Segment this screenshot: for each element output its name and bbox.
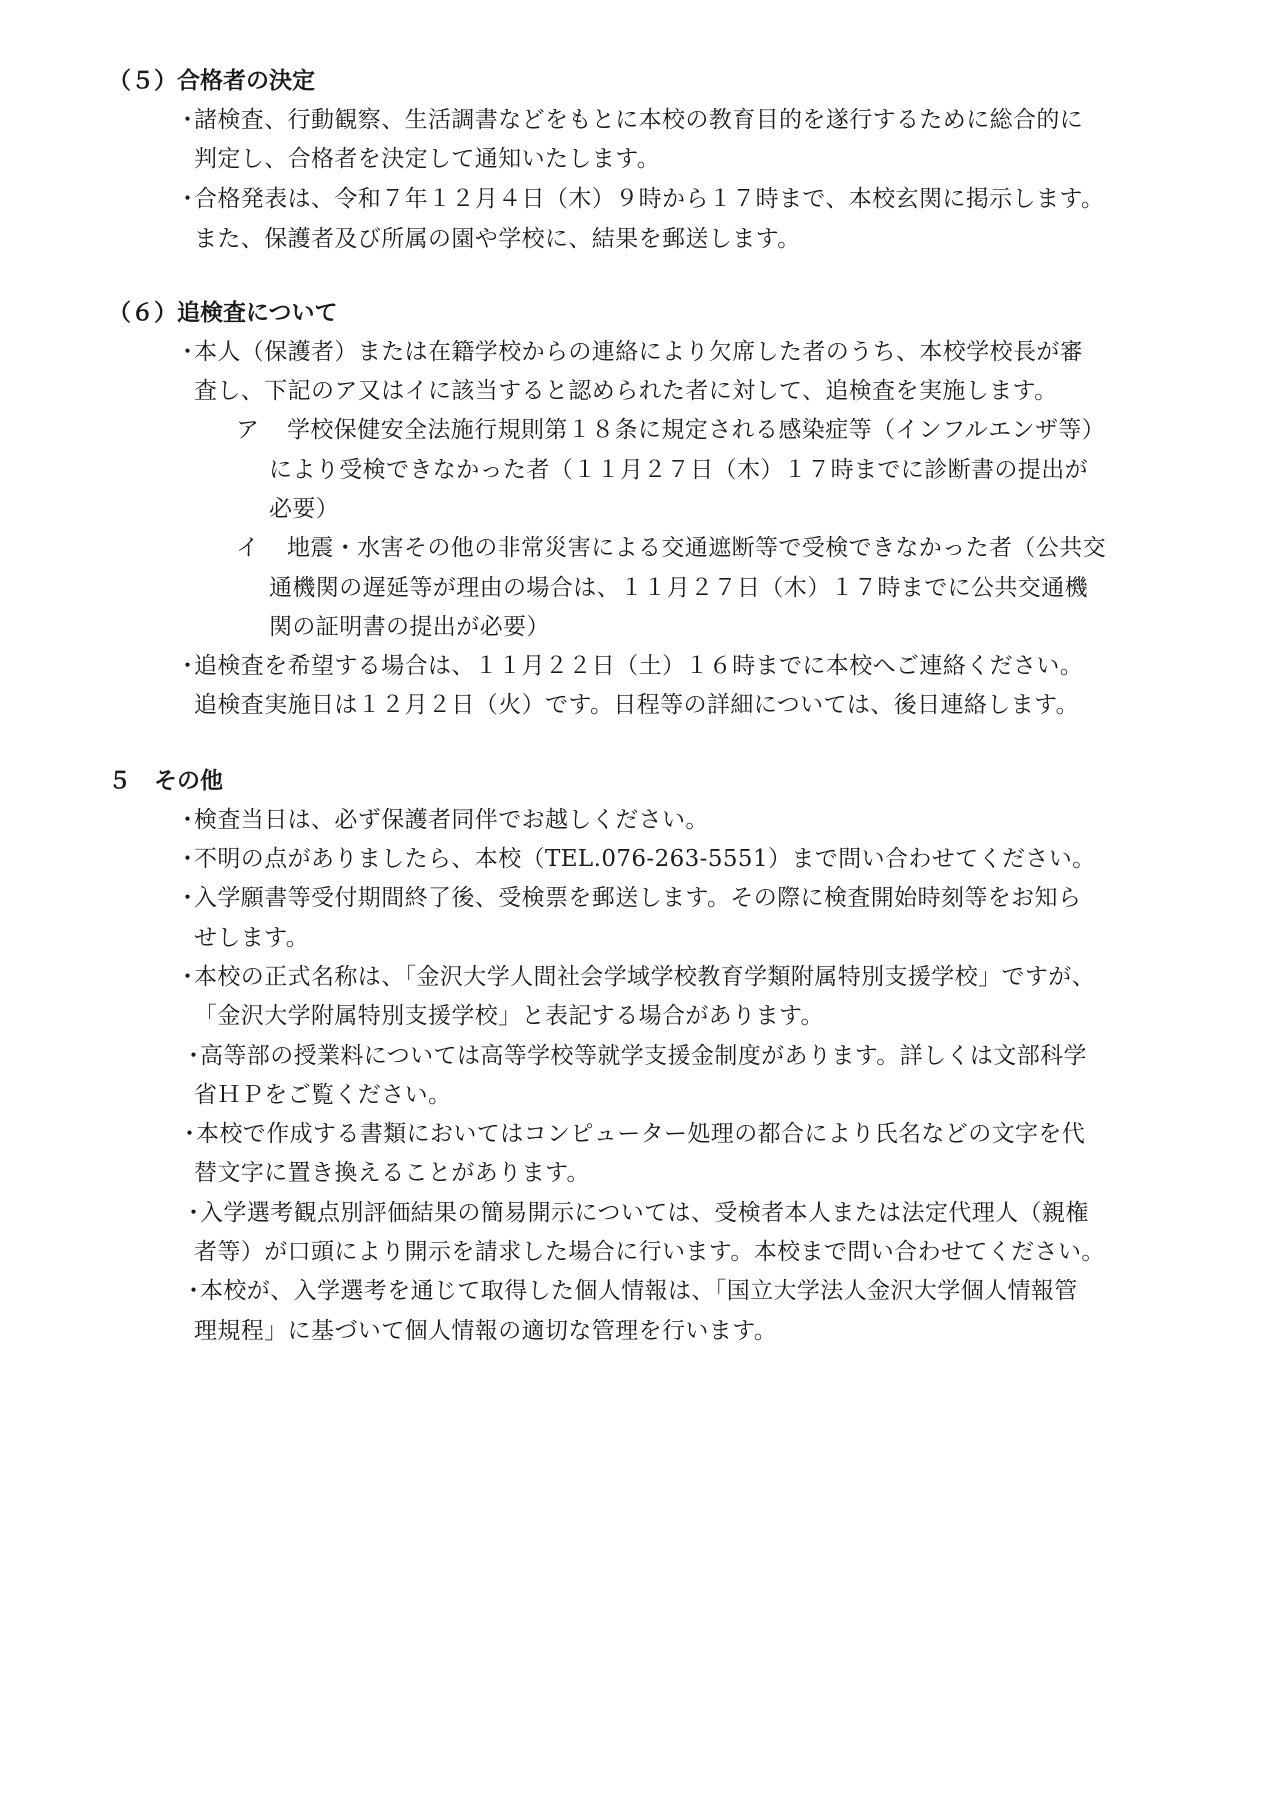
bullet-icon: ・	[176, 339, 200, 365]
list-item-continuation: 追検査実施日は１２月２日（火）です。日程等の詳細については、後日連絡します。	[194, 692, 1080, 718]
bullet-icon: ・	[178, 1121, 202, 1147]
sub-item-marker-i: イ	[236, 535, 260, 561]
bullet-icon: ・	[176, 107, 200, 133]
list-item-continuation: せします。	[194, 925, 310, 951]
list-item-continuation: 省ＨＰをご覧ください。	[194, 1082, 452, 1108]
list-item: ・追検査を希望する場合は、１１月２２日（土）１６時までに本校へご連絡ください。	[176, 653, 1084, 679]
list-item-continuation: 者等）が口頭により開示を請求した場合に行います。本校まで問い合わせてください。	[194, 1239, 1105, 1265]
sub-item-i-continuation: 関の証明書の提出が必要）	[269, 614, 550, 640]
bullet-icon: ・	[176, 964, 200, 990]
sub-item-a: 学校保健安全法施行規則第１８条に規定される感染症等（インフルエンザ等）	[287, 417, 1106, 443]
list-item: ・本校の正式名称は、「金沢大学人間社会学域学校教育学類附属特別支援学校」ですが、	[176, 964, 1096, 990]
list-item-continuation: 査し、下記のア又はイに該当すると認められた者に対して、追検査を実施します。	[194, 378, 1058, 404]
bullet-icon: ・	[176, 846, 200, 872]
bullet-icon: ・	[182, 1278, 206, 1304]
bullet-icon: ・	[176, 186, 200, 212]
sub-item-marker-a: ア	[236, 417, 260, 443]
list-item: ・高等部の授業料については高等学校等就学支援金制度があります。詳しくは文部科学	[182, 1043, 1087, 1069]
list-item: ・本人（保護者）または在籍学校からの連絡により欠席した者のうち、本校学校長が審	[176, 339, 1084, 365]
bullet-icon: ・	[182, 1043, 206, 1069]
bullet-icon: ・	[176, 885, 200, 911]
list-item-continuation: 理規程」に基づいて個人情報の適切な管理を行います。	[194, 1318, 778, 1344]
list-item: ・本校で作成する書類においてはコンピューター処理の都合により氏名などの文字を代	[178, 1121, 1086, 1147]
list-item: ・諸検査、行動観察、生活調書などをもとに本校の教育目的を遂行するために総合的に	[176, 107, 1084, 133]
sub-item-i-continuation: 通機関の遅延等が理由の場合は、１１月２７日（木）１７時までに公共交通機	[269, 575, 1088, 601]
bullet-icon: ・	[176, 807, 200, 833]
sub-item-a-continuation: 必要）	[269, 496, 340, 522]
list-item: ・不明の点がありましたら、本校（TEL.076-263-5551）まで問い合わせてください。	[176, 846, 1096, 872]
list-item: ・検査当日は、必ず保護者同伴でお越しください。	[176, 807, 709, 833]
section-heading-6: （６）追検査について	[108, 300, 338, 326]
bullet-icon: ・	[182, 1200, 206, 1226]
sub-item-a-continuation: により受検できなかった者（１１月２７日（木）１７時までに診断書の提出が	[269, 457, 1088, 483]
list-item: ・合格発表は、令和７年１２月４日（木）９時から１７時まで、本校玄関に掲示します。	[176, 186, 1105, 212]
section-heading-other: ５ その他	[108, 768, 223, 794]
list-item: ・入学願書等受付期間終了後、受検票を郵送します。その際に検査開始時刻等をお知ら	[176, 885, 1082, 911]
list-item: ・入学選考観点別評価結果の簡易開示については、受検者本人または法定代理人（親権	[182, 1200, 1089, 1226]
list-item: ・本校が、入学選考を通じて取得した個人情報は、「国立大学法人金沢大学個人情報管	[182, 1278, 1078, 1304]
bullet-icon: ・	[176, 653, 200, 679]
list-item-continuation: 替文字に置き換えることがあります。	[194, 1160, 590, 1186]
section-heading-5: （５）合格者の決定	[108, 68, 315, 94]
list-item-continuation: また、保護者及び所属の園や学校に、結果を郵送します。	[194, 226, 801, 252]
list-item-continuation: 「金沢大学附属特別支援学校」と表記する場合があります。	[194, 1003, 824, 1029]
sub-item-i: 地震・水害その他の非常災害による交通遮断等で受検できなかった者（公共交	[287, 535, 1106, 561]
list-item-continuation: 判定し、合格者を決定して通知いたします。	[194, 146, 661, 172]
